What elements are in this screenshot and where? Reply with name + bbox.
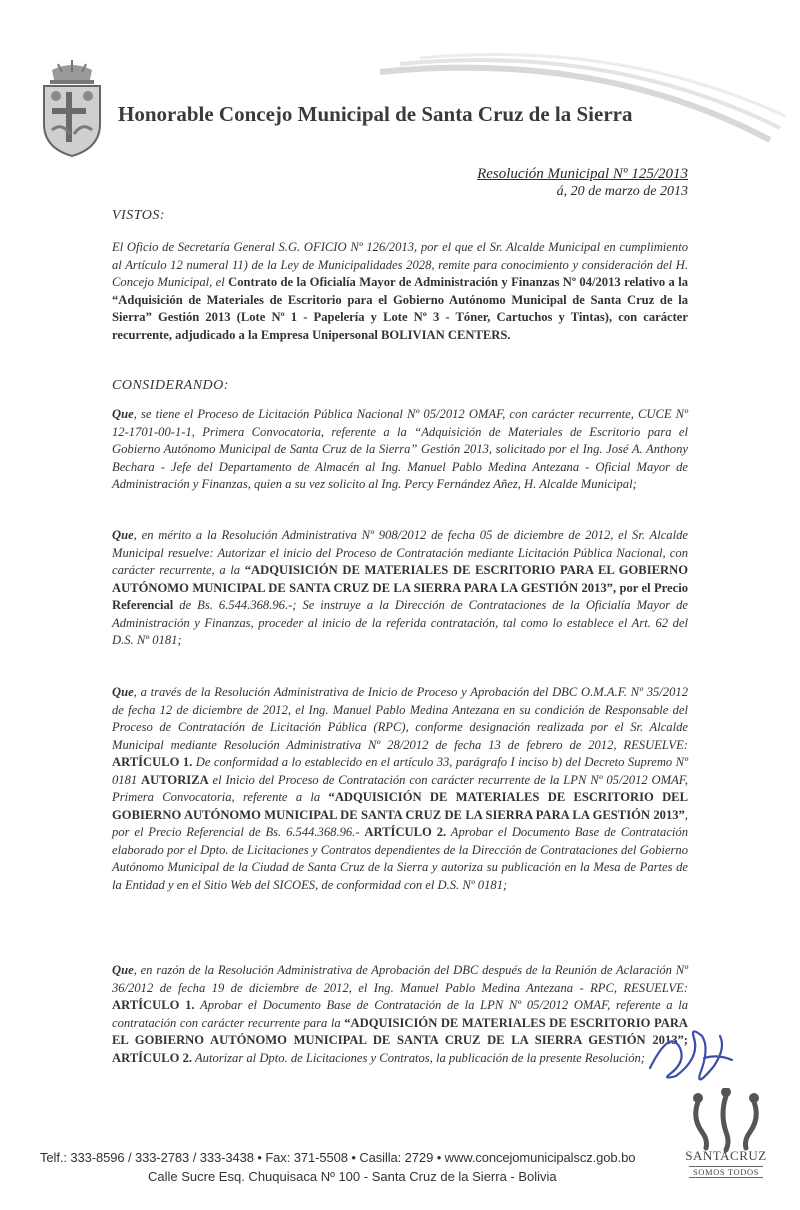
handwritten-signature bbox=[640, 1018, 740, 1098]
municipal-crest-icon bbox=[38, 60, 106, 160]
logo-name: SANTACRUZ bbox=[685, 1148, 767, 1163]
resolution-number: Resolución Municipal Nº 125/2013 bbox=[477, 166, 688, 182]
resolution-reference bbox=[477, 166, 688, 200]
footer-address: Calle Sucre Esq. Chuquisaca Nº 100 - Santa Cruz de la Sierra - Bolivia bbox=[148, 1169, 557, 1184]
santa-cruz-logo bbox=[676, 1148, 776, 1179]
vistos-heading: VISTOS: bbox=[112, 208, 166, 223]
resolution-date: á, 20 de marzo de 2013 bbox=[556, 184, 688, 199]
considerando-paragraph-4: Que, en razón de la Resolución Administrativa de Aprobación del DBC después de la Reunión de Aclaración Nº 36/2012 de fecha 19 de diciembre de 2012, el Ing. Manuel Pablo Medina Antezana - RPC, RESUELVE: ARTÍCULO 1. Aprobar el Documento Base de Contratación de la LPN Nº 05/2012 OMAF, referente a la contratación con carácter recurrente para la “ADQUISICIÓN DE MATERIALES DE ESCRITORIO PARA EL GOBIERNO AUTÓNOMO MUNICIPAL DE SANTA CRUZ DE LA SIERRA GESTIÓN 2013”; ARTÍCULO 2. Autorizar al Dpto. de Licitaciones y Contratos, la publicación de la presente Resolución; bbox=[112, 963, 689, 1065]
vistos-paragraph: El Oficio de Secretaría General S.G. OFICIO Nº 126/2013, por el que el Sr. Alcalde Municipal en cumplimiento al Artículo 12 numeral 11) de la Ley de Municipalidades 2028, remite para conocimiento y consideración del H. Concejo Municipal, el Contrato de la Oficialía Mayor de Administración y Finanzas Nº 04/2013 relativo a la “Adquisición de Materiales de Escritorio para el Gobierno Autónomo Municipal de Santa Cruz de la Sierra” Gestión 2013 (Lote Nº 1 - Papelería y Lote Nº 3 - Tóner, Cartuchos y Tintas), con carácter recurrente, adjudicado a la Empresa Unipersonal BOLIVIAN CENTERS. bbox=[112, 240, 688, 342]
considerando-paragraph-1: Que, se tiene el Proceso de Licitación Pública Nacional Nº 05/2012 OMAF, con carácter recurrente, CUCE Nº 12-1701-00-1-1, Primera Convocatoria, referente a la “Adquisición de Materiales de Escritorio para el Gobierno Autónomo Municipal de Santa Cruz de la Sierra” Gestión 2013, solicitado por el Ing. José A. Anthony Bechara - Jefe del Departamento de Almacén al Ing. Manuel Pablo Medina Antezana - Oficial Mayor de Administración y Finanzas, quien a su vez solicito al Ing. Percy Fernández Añez, H. Alcalde Municipal; bbox=[112, 407, 688, 491]
considerando-paragraph-3: Que, a través de la Resolución Administrativa de Inicio de Proceso y Aprobación del DBC O.M.A.F. Nº 35/2012 de fecha 12 de diciembre de 2012, el Ing. Manuel Pablo Medina Antezana en su condición de Responsable del Proceso de Contratación de Licitación Pública (RPC), conforme designación realizada por el Sr. Alcalde Municipal mediante Resolución Administrativa Nº 28/2012 de fecha 13 de febrero de 2012, RESUELVE: ARTÍCULO 1. De conformidad a lo establecido en el artículo 33, parágrafo I inciso b) del Decreto Supremo Nº 0181 AUTORIZA el Inicio del Proceso de Contratación con carácter recurrente de la LPN Nº 05/2012 OMAF, Primera Convocatoria, referente a la “ADQUISICIÓN DE MATERIALES DE ESCRITORIO DEL GOBIERNO AUTÓNOMO MUNICIPAL DE SANTA CRUZ DE LA SIERRA PARA LA GESTIÓN 2013”, por el Precio Referencial de Bs. 6.544.368.96.- ARTÍCULO 2. Aprobar el Documento Base de Contratación elaborado por el Dpto. de Licitaciones y Contratos dependientes de la Dirección de Contrataciones del Gobierno Autónomo Municipal de la Ciudad de Santa Cruz de la Sierra y autoriza su publicación en la Mesa de Partes de la Entidad y en el Sitio Web del SICOES, de conformidad con el D.S. Nº 0181; bbox=[112, 685, 689, 892]
logo-tagline: SOMOS TODOS bbox=[689, 1166, 763, 1178]
considerando-paragraph-2: Que, en mérito a la Resolución Administrativa Nº 908/2012 de fecha 05 de diciembre de 2012, el Sr. Alcalde Municipal resuelve: Autorizar el inicio del Proceso de Contratación mediante Licitación Pública Nacional, con carácter recurrente, a la “ADQUISICIÓN DE MATERIALES DE ESCRITORIO PARA EL GOBIERNO AUTÓNOMO MUNICIPAL DE SANTA CRUZ DE LA SIERRA PARA LA GESTIÓN 2013”, por el Precio Referencial de Bs. 6.544.368.96.-; Se instruye a la Dirección de Contrataciones de la Oficialía Mayor de Administración y Finanzas, proceder al inicio de la referida contratación, tal como lo establece el Art. 62 del D.S. Nº 0181; bbox=[112, 528, 688, 647]
footer-contact: Telf.: 333-8596 / 333-2783 / 333-3438 • Fax: 371-5508 • Casilla: 2729 • www.concejomunicipalscz.gob.bo bbox=[40, 1150, 636, 1165]
considerando-heading: CONSIDERANDO: bbox=[112, 378, 229, 393]
institution-title: Honorable Concejo Municipal de Santa Cruz de la Sierra bbox=[118, 102, 633, 126]
